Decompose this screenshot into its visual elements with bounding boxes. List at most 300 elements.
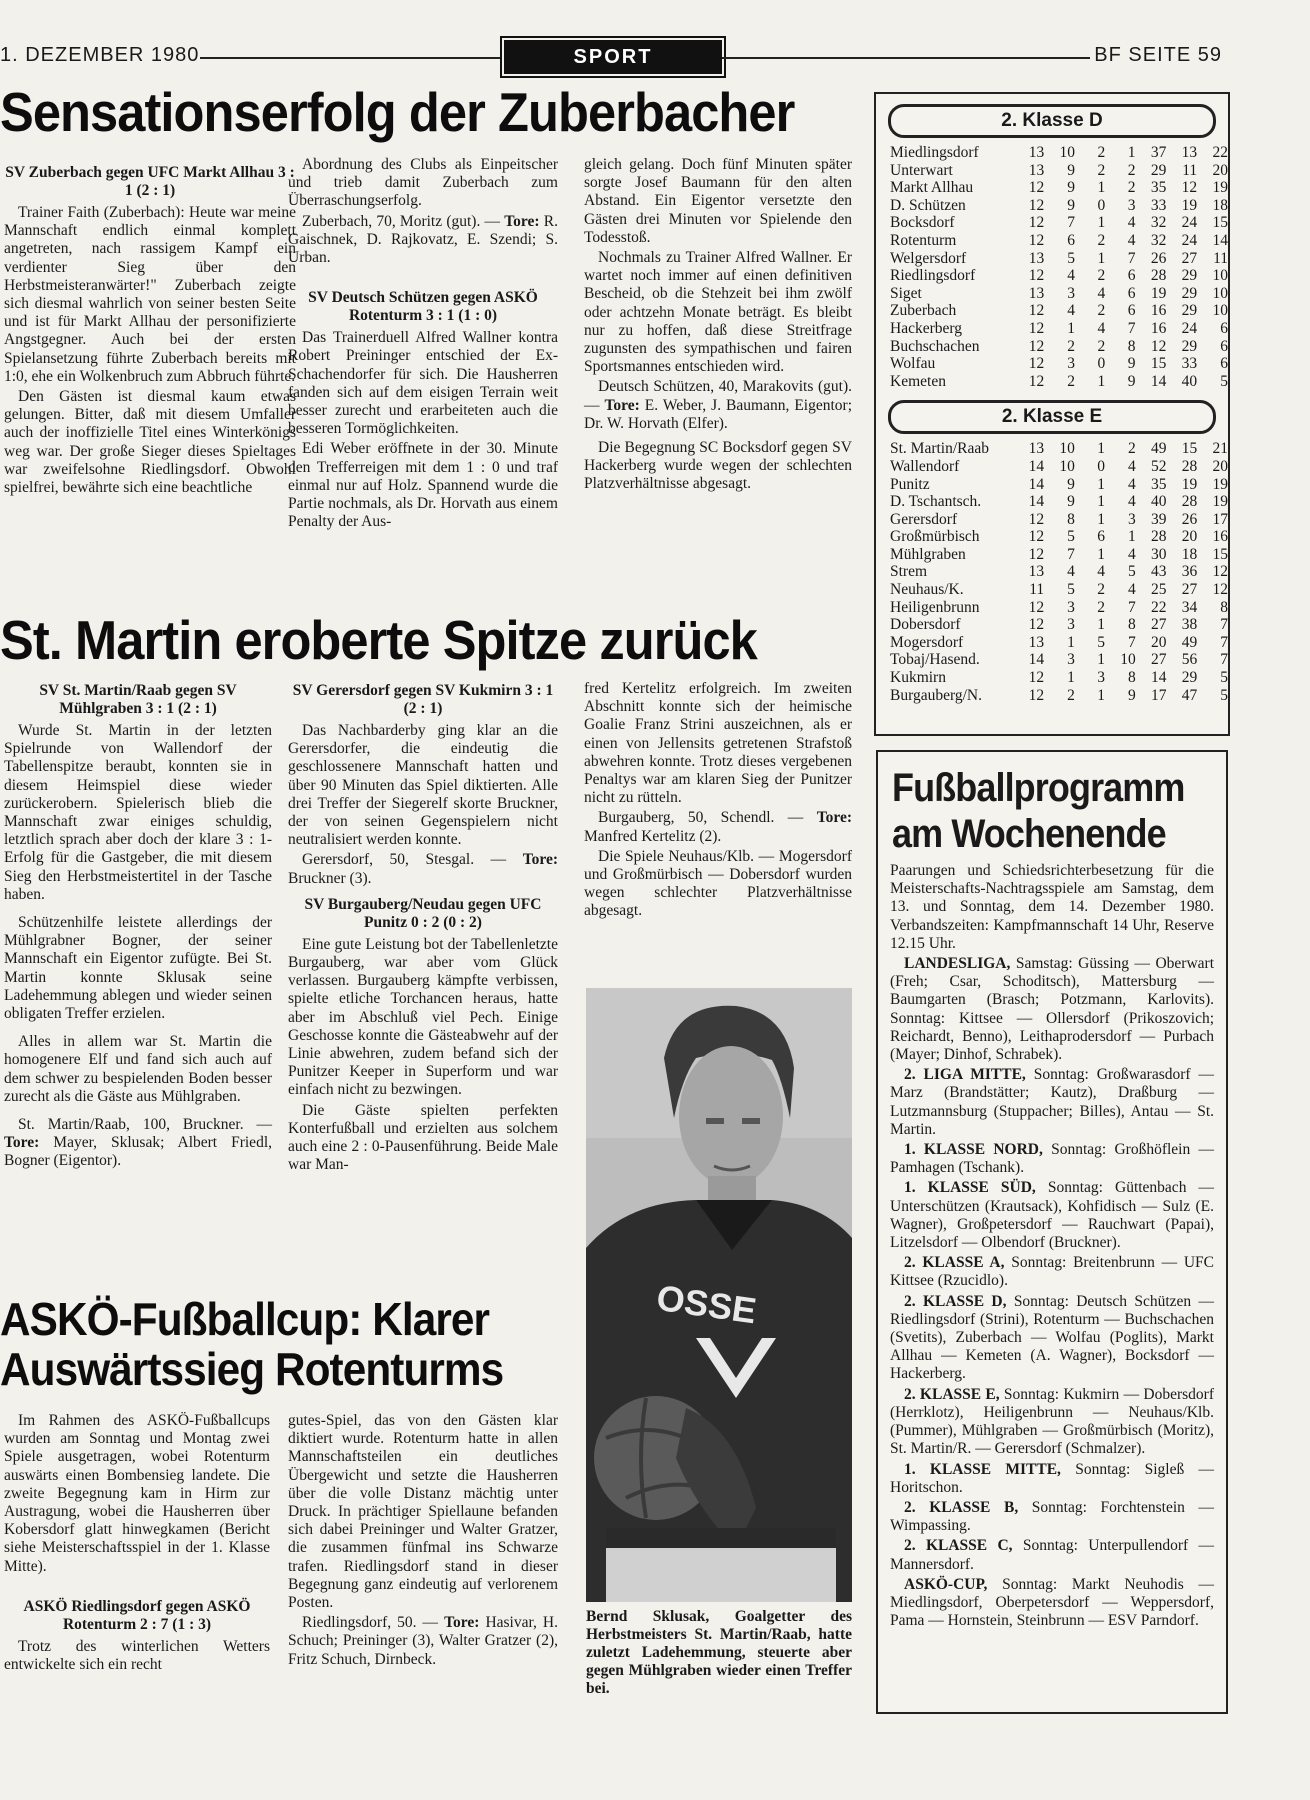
league-name: LANDESLIGA, (904, 955, 1011, 973)
standings-row (890, 634, 1228, 652)
team-name: Bocksdorf (890, 214, 955, 232)
stat-cell: 12 (1212, 563, 1228, 581)
standings-row (890, 546, 1228, 564)
stat-cell: 11 (1029, 581, 1045, 599)
team-name: Strem (890, 563, 928, 581)
stat-cell: 1 (1097, 249, 1106, 267)
stat-cell: 39 (1150, 510, 1167, 528)
stat-cell: 10 (1212, 267, 1228, 285)
stat-cell: 4 (1097, 319, 1106, 337)
fixtures-text: Sonntag: Kukmirn — Dobersdorf (Herrklotz), Heiligenbrunn — Neuhaus/Klb. (Pummer), Mühlgraben — Großmürbisch (Moritz), St. Martin/R. — Gerersdorf (Schmalzer). (890, 1385, 1215, 1458)
issue-date: 1. DEZEMBER 1980 (0, 44, 200, 66)
team-name: Hackerberg (890, 319, 963, 337)
headline-asko-cup-line2: Auswärtssieg Rotenturms (0, 1343, 504, 1395)
article-zuberbach (0, 82, 870, 142)
stat-cell: 20 (1212, 161, 1228, 179)
team-name: Wallendorf (890, 457, 960, 475)
stat-cell: 18 (1181, 545, 1198, 563)
stat-cell: 6 (1127, 267, 1136, 285)
standings-row (890, 669, 1228, 687)
stat-cell: 6 (1220, 319, 1228, 337)
stat-cell: 12 (1212, 581, 1228, 599)
stat-cell: 12 (1028, 319, 1045, 337)
stat-cell: 17 (1212, 510, 1228, 528)
stat-cell: 3 (1127, 510, 1136, 528)
team-name: D. Tschantsch. (890, 493, 982, 511)
program-entry (890, 1499, 1214, 1535)
stat-cell: 27 (1150, 651, 1167, 669)
program-entry (890, 955, 1214, 1064)
stat-cell: 4 (1127, 475, 1136, 493)
program-entry (890, 1386, 1214, 1459)
stat-cell: 12 (1028, 214, 1045, 232)
paragraph: gleich gelang. Doch fünf Minuten später sorgte Josef Baumann für den alten Abstand. Ein Eigentor versetzte den Gästen drei Minuten vor Spielende den Todesstoß. (584, 156, 852, 246)
program-entry (890, 1066, 1214, 1139)
stat-cell: 25 (1150, 581, 1167, 599)
stat-cell: 9 (1067, 179, 1075, 197)
stat-cell: 2 (1127, 179, 1136, 197)
stat-cell: 20 (1181, 528, 1198, 546)
scorers-line: Gerersdorf, 50, Stesgal. — Tore: Bruckner (3). (288, 851, 558, 887)
team-name: Mogersdorf (890, 633, 964, 651)
standings-box (874, 92, 1230, 736)
stat-cell: 1 (1067, 669, 1075, 687)
fixtures-text: Sonntag: Breitenbrunn — UFC Kittsee (Rzucidlo). (890, 1254, 1214, 1290)
header-rule-left (200, 57, 500, 59)
team-name: Siget (890, 284, 922, 302)
team-name: Punitz (890, 475, 930, 493)
standings-row (890, 197, 1228, 215)
stat-cell: 1 (1127, 528, 1136, 546)
team-name: Unterwart (890, 161, 953, 179)
article-asko-cup-col2 (288, 1412, 558, 1671)
league-name: 1. KLASSE NORD, (904, 1141, 1043, 1159)
stat-cell: 12 (1028, 179, 1045, 197)
stat-cell: 40 (1181, 372, 1198, 390)
stat-cell: 5 (1067, 581, 1075, 599)
stat-cell: 2 (1127, 440, 1136, 458)
stat-cell: 4 (1127, 231, 1136, 249)
stat-cell: 28 (1181, 493, 1198, 511)
stat-cell: 5 (1220, 669, 1228, 687)
stat-cell: 6 (1067, 231, 1075, 249)
stat-cell: 3 (1067, 651, 1075, 669)
stat-cell: 12 (1028, 598, 1045, 616)
stat-cell: 22 (1150, 598, 1167, 616)
stat-cell: 10 (1059, 457, 1075, 475)
program-title-line2: am Wochenende (892, 812, 1166, 856)
stat-cell: 28 (1150, 267, 1167, 285)
stat-cell: 29 (1181, 337, 1198, 355)
program-entry (890, 1537, 1214, 1573)
standings-row (890, 563, 1228, 581)
stat-cell: 2 (1127, 161, 1136, 179)
scorers-line: Zuberbach, 70, Moritz (gut). — Tore: R. Gaischnek, D. Rajkovatz, E. Szendi; S. Urban. (288, 212, 558, 267)
standings-row (890, 355, 1228, 373)
article-st-martin-col2 (288, 680, 558, 1176)
paragraph: Trotz des winterlichen Wetters entwickelte sich ein recht (4, 1637, 270, 1674)
stat-cell: 11 (1213, 249, 1228, 267)
league-name: ASKÖ-CUP, (904, 1575, 988, 1593)
team-name: Dobersdorf (890, 616, 961, 634)
stat-cell: 29 (1181, 284, 1198, 302)
stat-cell: 2 (1067, 337, 1075, 355)
fixtures-text: Sonntag: Deutsch Schützen — Riedlingsdorf (Strini), Rotenturm — Buchschachen (Svetits), Zuberbach — Wolfau (Poglits), Markt Allhau — Kemeten (A. Wagner), Bocksdorf — Hackerberg. (890, 1292, 1214, 1383)
stat-cell: 35 (1150, 179, 1167, 197)
article-zuberbach-col3 (584, 156, 852, 496)
team-name: Mühlgraben (890, 545, 966, 563)
stat-cell: 28 (1181, 457, 1198, 475)
stat-cell: 14 (1212, 231, 1228, 249)
standings-row (890, 616, 1228, 634)
stat-cell: 49 (1181, 633, 1198, 651)
league-name: 2. LIGA MITTE, (904, 1066, 1026, 1084)
fixtures-text: Sonntag: Markt Neuhodis — Miedlingsdorf, Oberpetersdorf — Weppersdorf, Pama — Hornstein, Steinbrunn — ESV Parndorf. (890, 1575, 1214, 1630)
stat-cell: 12 (1028, 372, 1045, 390)
article-zuberbach-col2 (288, 156, 558, 533)
stat-cell: 3 (1067, 616, 1075, 634)
match-heading: SV Zuberbach gegen UFC Markt Allhau 3 : 1 (2 : 1) (5, 164, 295, 199)
program-entry (890, 1461, 1214, 1497)
stat-cell: 29 (1181, 267, 1198, 285)
stat-cell: 2 (1097, 231, 1106, 249)
stat-cell: 4 (1127, 493, 1136, 511)
stat-cell: 1 (1097, 616, 1105, 634)
stat-cell: 17 (1150, 686, 1167, 704)
team-name: Markt Allhau (890, 179, 974, 197)
program-entry (890, 1179, 1214, 1252)
stat-cell: 7 (1127, 319, 1136, 337)
stat-cell: 13 (1181, 144, 1198, 161)
standings-row (890, 320, 1228, 338)
stat-cell: 8 (1127, 616, 1136, 634)
stat-cell: 9 (1067, 475, 1075, 493)
program-list (890, 955, 1214, 1630)
scorers-line: Riedlingsdorf, 50. — Tore: Hasivar, H. Schuch; Preininger (3), Walter Gratzer (2), Fritz Schuch, Dirnbeck. (288, 1614, 558, 1668)
program-entry (890, 1141, 1214, 1177)
stat-cell: 28 (1150, 528, 1167, 546)
standings-row (890, 581, 1228, 599)
team-name: Gerersdorf (890, 510, 958, 528)
fixtures-text: Sonntag: Großhöflein — Pamhagen (Tschank). (890, 1141, 1215, 1177)
team-name: Riedlingsdorf (890, 267, 976, 285)
stat-cell: 24 (1181, 231, 1198, 249)
team-name: Zuberbach (890, 302, 957, 320)
article-asko-cup (0, 1294, 580, 1394)
stat-cell: 29 (1181, 669, 1198, 687)
stat-cell: 12 (1150, 337, 1167, 355)
player-photo-illustration (586, 988, 852, 1602)
stat-cell: 2 (1097, 302, 1106, 320)
stat-cell: 32 (1150, 214, 1167, 232)
stat-cell: 47 (1181, 686, 1198, 704)
team-name: St. Martin/Raab (890, 440, 990, 458)
program-entry (890, 1254, 1214, 1290)
stat-cell: 37 (1150, 144, 1167, 161)
league-name: 2. KLASSE E, (904, 1385, 1000, 1403)
stat-cell: 12 (1028, 267, 1045, 285)
paragraph: Den Gästen ist diesmal kaum etwas gelungen. Bitter, daß mit diesem Umfaller auch der inoffizielle Titel eines Winterkönigs weg war. Der große Sieger dieses Spieltages war zweifelsohne Riedlingsdorf. Obwohl spielfrei, bewährte sich eine beachtliche (4, 388, 296, 497)
program-entry (890, 1293, 1214, 1384)
paragraph: Schützenhilfe leistete allerdings der Mühlgrabner Bogner, der seiner Mannschaft ein Eigentor zufügte. Bei St. Martin konnte Sklusak seine Ladehemmung ablegen und wieder seinen obligaten Treffer erzielen. (4, 914, 272, 1023)
stat-cell: 14 (1150, 669, 1167, 687)
standings-row (890, 476, 1228, 494)
stat-cell: 1 (1127, 144, 1136, 161)
match-heading: SV St. Martin/Raab gegen SV Mühlgraben 3 : 1 (2 : 1) (39, 682, 237, 717)
stat-cell: 16 (1212, 528, 1228, 546)
stat-cell: 16 (1150, 319, 1167, 337)
article-st-martin-col3 (584, 680, 852, 923)
paragraph: Abordnung des Clubs als Einpeitscher und trieb damit Zuberbach zum Überraschungserfolg. (288, 156, 558, 210)
program-body (878, 862, 1226, 1630)
stat-cell: 4 (1097, 284, 1106, 302)
stat-cell: 12 (1028, 302, 1045, 320)
stat-cell: 5 (1067, 249, 1075, 267)
stat-cell: 12 (1028, 337, 1045, 355)
stat-cell: 19 (1150, 284, 1167, 302)
stat-cell: 24 (1181, 214, 1198, 232)
paragraph: Die Spiele Neuhaus/Klb. — Mogersdorf und Großmürbisch — Dobersdorf wurden wegen schlechter Platzverhältnisse abgesagt. (584, 847, 852, 920)
fixtures-text: Sonntag: Großwarasdorf — Marz (Brandstätter; Kautz), Draßburg — Lutzmannsburg (Stuppacher; Billes), Antau — St. Martin. (890, 1066, 1214, 1138)
stat-cell: 36 (1181, 563, 1198, 581)
headline-zuberbach: Sensationserfolg der Zuberbacher (0, 81, 795, 143)
stat-cell: 27 (1181, 581, 1198, 599)
team-name: D. Schützen (890, 196, 966, 214)
stat-cell: 1 (1097, 179, 1106, 197)
stat-cell: 7 (1220, 616, 1228, 634)
standings-table-e (890, 440, 1228, 704)
standings-row (890, 162, 1228, 180)
match-heading: SV Burgauberg/Neudau gegen UFC Punitz 0 : 2 (0 : 2) (304, 895, 542, 931)
stat-cell: 10 (1059, 440, 1075, 458)
stat-cell: 12 (1028, 616, 1045, 634)
stat-cell: 43 (1150, 563, 1167, 581)
paragraph: Wurde St. Martin in der letzten Spielrunde von Wallendorf der Tabellenspitze beraubt, konnten sie in diesem Heimspiel diese wieder zurückerobern. Spielerisch blieb die Mannschaft zwar einiges schuldig, letztlich sprach aber doch der klare 3 : 1-Erfolg für die Gastgeber, die mit diesem Sieg den Herbstmeistertitel in der Tasche haben. (4, 722, 272, 903)
stat-cell: 9 (1127, 355, 1136, 373)
article-asko-cup-col1 (4, 1412, 270, 1676)
stat-cell: 2 (1097, 267, 1106, 285)
fixtures-text: Sonntag: Unterpullendorf — Mannersdorf. (890, 1537, 1214, 1573)
stat-cell: 1 (1097, 493, 1105, 511)
standings-row (890, 214, 1228, 232)
scorers-line: Burgauberg, 50, Schendl. — Tore: Manfred Kertelitz (2). (584, 809, 852, 845)
stat-cell: 56 (1181, 651, 1198, 669)
stat-cell: 10 (1212, 302, 1228, 320)
stat-cell: 4 (1127, 545, 1136, 563)
stat-cell: 8 (1067, 510, 1075, 528)
stat-cell: 3 (1067, 355, 1075, 373)
page-number: BF SEITE 59 (1094, 44, 1222, 66)
fixtures-text: Sonntag: Güttenbach — Unterschützen (Krautsack), Kohfidisch — Sulz (E. Wagner), Großpetersdorf — Rauchwart (Papai), Litzelsdorf — Olbendorf (Bruckner). (890, 1179, 1214, 1252)
standings-row (890, 285, 1228, 303)
stat-cell: 49 (1150, 440, 1167, 458)
stat-cell: 0 (1097, 355, 1106, 373)
team-name: Neuhaus/K. (890, 581, 964, 599)
stat-cell: 10 (1059, 144, 1075, 161)
fixtures-text: Samstag: Güssing — Oberwart (Freh; Csar, Schoditsch), Mattersburg — Baumgarten (Brasch; Potzmann, Karlovits). Sonntag: Kittsee — Ollersdorf (Prikoszovich; Reichardt, Benno), Leithaprodersdorf — Purbach (Mayer; Dinhof, Schrabek). (890, 955, 1214, 1064)
paragraph: Die Begegnung SC Bocksdorf gegen SV Hackerberg wurde wegen der schlechten Platzverhältnisse abgesagt. (584, 439, 852, 493)
stat-cell: 7 (1127, 633, 1136, 651)
stat-cell: 29 (1150, 161, 1167, 179)
stat-cell: 11 (1182, 161, 1198, 179)
stat-cell: 2 (1097, 581, 1105, 599)
page-header (0, 40, 1230, 74)
stat-cell: 4 (1127, 457, 1136, 475)
stat-cell: 27 (1181, 249, 1198, 267)
stat-cell: 14 (1150, 372, 1167, 390)
stat-cell: 14 (1028, 475, 1045, 493)
standings-row (890, 232, 1228, 250)
stat-cell: 6 (1127, 302, 1136, 320)
stat-cell: 1 (1097, 545, 1105, 563)
match-heading: ASKÖ Riedlingsdorf gegen ASKÖ Rotenturm 2 : 7 (1 : 3) (23, 1597, 251, 1633)
stat-cell: 29 (1181, 302, 1198, 320)
standings-row (890, 179, 1228, 197)
program-box (876, 750, 1228, 1714)
stat-cell: 9 (1067, 196, 1075, 214)
stat-cell: 3 (1097, 669, 1105, 687)
stat-cell: 12 (1181, 179, 1198, 197)
league-name: 2. KLASSE B, (904, 1498, 1019, 1516)
stat-cell: 6 (1220, 337, 1228, 355)
league-name: 2. KLASSE C, (904, 1537, 1013, 1555)
stat-cell: 4 (1097, 563, 1105, 581)
standings-row (890, 599, 1228, 617)
stat-cell: 40 (1150, 493, 1167, 511)
article-st-martin (0, 610, 870, 670)
stat-cell: 3 (1067, 598, 1075, 616)
stat-cell: 38 (1181, 616, 1198, 634)
stat-cell: 14 (1028, 457, 1045, 475)
stat-cell: 13 (1028, 633, 1045, 651)
stat-cell: 2 (1067, 372, 1075, 390)
stat-cell: 12 (1028, 669, 1045, 687)
stat-cell: 7 (1220, 633, 1228, 651)
stat-cell: 12 (1028, 528, 1045, 546)
stat-cell: 8 (1127, 669, 1136, 687)
stat-cell: 8 (1127, 337, 1136, 355)
team-name: Miedlingsdorf (890, 144, 979, 161)
team-name: Burgauberg/N. (890, 686, 982, 704)
stat-cell: 5 (1097, 633, 1105, 651)
stat-cell: 1 (1067, 319, 1075, 337)
photo-caption: Bernd Sklusak, Goalgetter des Herbstmeisters St. Martin/Raab, hatte zuletzt Ladehemmung, steuerte aber gegen Mühlgraben wieder einen Treffer bei. (586, 1608, 852, 1697)
stat-cell: 0 (1097, 457, 1105, 475)
scorers-line: Deutsch Schützen, 40, Marakovits (gut). — Tore: E. Weber, J. Baumann, Eigentor; Dr. W. Horvath (Elfer). (584, 378, 853, 432)
stat-cell: 33 (1181, 355, 1198, 373)
paragraph: Das Trainerduell Alfred Wallner kontra Robert Preininger entschied der Ex-Schachendorfer für sich. Die Hausherren fanden sich auf dem eisigen Terrain weit besser zurecht und erarbeiteten auch die besseren Tormöglichkeiten. (288, 329, 558, 438)
standings-title-d: 2. Klasse D (888, 104, 1216, 138)
league-name: 2. KLASSE A, (904, 1254, 1005, 1272)
stat-cell: 5 (1220, 686, 1228, 704)
stat-cell: 15 (1212, 214, 1228, 232)
stat-cell: 13 (1028, 284, 1045, 302)
stat-cell: 1 (1097, 440, 1105, 458)
stat-cell: 52 (1150, 457, 1167, 475)
paragraph: fred Kertelitz erfolgreich. Im zweiten Abschnitt konnte sich der heimische Goalie Franz Strini auszeichnen, als er einen von Jellensits getretenen Strafstoß abwehren konnte. Trotz dieses vergebenen Penaltys war am klaren Sieg der Punitzer nicht zu rütteln. (584, 680, 852, 807)
stat-cell: 5 (1220, 372, 1228, 390)
stat-cell: 9 (1067, 493, 1075, 511)
paragraph: Alles in allem war St. Martin die homogenere Elf und fand sich auch auf dem schwer zu bespielenden Boden besser zurecht als die Gäste aus Mühlgraben. (4, 1033, 272, 1105)
stat-cell: 1 (1097, 686, 1105, 704)
stat-cell: 0 (1097, 196, 1106, 214)
paragraph: Das Nachbarderby ging klar an die Gerersdorfer, die eindeutig die geschlossenere Mannschaft hatten und über 90 Minuten das Spiel diktierten. Alle drei Treffer der Siegerelf skorte Bruckner, der von seinen Gegenspielern nicht neutralisiert werden konnte. (288, 722, 558, 849)
standings-row (890, 528, 1228, 546)
stat-cell: 13 (1028, 563, 1045, 581)
stat-cell: 12 (1028, 545, 1045, 563)
team-name: Welgersdorf (890, 249, 967, 267)
stat-cell: 1 (1097, 510, 1105, 528)
stat-cell: 1 (1097, 651, 1105, 669)
program-title-line1: Fußballprogramm (892, 766, 1185, 810)
player-photo (586, 988, 852, 1602)
stat-cell: 2 (1097, 161, 1106, 179)
stat-cell: 32 (1150, 231, 1167, 249)
header-rule-right (722, 57, 1090, 59)
stat-cell: 2 (1097, 337, 1106, 355)
stat-cell: 1 (1097, 475, 1105, 493)
paragraph: Im Rahmen des ASKÖ-Fußballcups wurden am Sonntag und Montag zwei Spiele ausgetragen, wobei Rotenturm auswärts einen Bombensieg landete. Die zweite Begegnung kam in Hirm zur Austragung, wobei die Hausherren über Kobersdorf glatt hinwegkamen (Bericht siehe Meisterschaftsspiel in der 1. Klasse Mitte). (4, 1412, 270, 1575)
paragraph: Edi Weber eröffnete in der 30. Minute den Trefferreigen mit dem 1 : 0 und traf einmal nur auf Holz. Spannend wurde die Partie nochmals, als Dr. Horvath aus einem Penalty der Aus- (288, 440, 558, 531)
team-name: Buchschachen (890, 337, 980, 355)
stat-cell: 12 (1028, 231, 1045, 249)
stat-cell: 6 (1097, 528, 1105, 546)
paragraph: Die Gäste spielten perfekten Konterfußball und erzielten aus solchem auch eine 2 : 0-Pausenführung. Beide Male war Man- (288, 1101, 558, 1174)
stat-cell: 8 (1220, 598, 1228, 616)
stat-cell: 12 (1028, 196, 1045, 214)
league-name: 2. KLASSE D, (904, 1292, 1007, 1310)
stat-cell: 27 (1150, 616, 1167, 634)
standings-row (890, 144, 1228, 162)
stat-cell: 10 (1120, 651, 1136, 669)
standings-row (890, 440, 1228, 458)
stat-cell: 35 (1150, 475, 1167, 493)
match-heading: SV Gerersdorf gegen SV Kukmirn 3 : 1 (2 : 1) (292, 682, 554, 717)
stat-cell: 18 (1212, 196, 1228, 214)
stat-cell: 14 (1028, 651, 1045, 669)
section-label: SPORT (504, 40, 722, 74)
fixtures-text: Sonntag: Sigleß — Horitschon. (890, 1460, 1214, 1496)
stat-cell: 1 (1097, 214, 1106, 232)
stat-cell: 26 (1150, 249, 1167, 267)
stat-cell: 4 (1127, 214, 1136, 232)
stat-cell: 15 (1181, 440, 1198, 458)
stat-cell: 19 (1181, 475, 1198, 493)
team-name: Kemeten (890, 372, 946, 390)
stat-cell: 13 (1028, 440, 1045, 458)
stat-cell: 33 (1150, 196, 1167, 214)
standings-row (890, 373, 1228, 391)
paragraph: Eine gute Leistung bot der Tabellenletzte Burgauberg, war aber vom Glück verlassen. Burgauberg kämpfte verbissen, spielte etliche Torchancen heraus, hatte aber im Abschluß viel Pech. Einige Geschosse konnte die Gästeabwehr auf der Linie abwehren, zudem befand sich der Punitzer Keeper in Superform und war einfach nicht zu bezwingen. (288, 935, 558, 1099)
stat-cell: 22 (1212, 144, 1228, 161)
stat-cell: 7 (1067, 545, 1075, 563)
standings-row (890, 687, 1228, 705)
stat-cell: 12 (1028, 510, 1045, 528)
stat-cell: 4 (1127, 581, 1136, 599)
program-intro: Paarungen und Schiedsrichterbesetzung für die Meisterschafts-Nachtragsspiele am Samstag, dem 13. und Sonntag, dem 14. Dezember 1980. Verbandszeiten: Kampfmannschaft 14 Uhr, Reserve 12.15 Uhr. (890, 862, 1214, 952)
standings-row (890, 651, 1228, 669)
match-heading: SV Deutsch Schützen gegen ASKÖ Rotenturm 3 : 1 (1 : 0) (308, 289, 538, 325)
stat-cell: 4 (1067, 267, 1075, 285)
paragraph: Nochmals zu Trainer Alfred Wallner. Er wartet noch immer auf einen definitiven Bescheid, ob die Stehzeit bei ihm zwölf oder achtzehn Monate beträgt. Es bleibt nur zu hoffen, daß diese Streitfrage zugunsten des sympathischen und fairen Sportsmannes entschieden wird. (584, 249, 852, 376)
stat-cell: 19 (1212, 493, 1228, 511)
headline-asko-cup-line1: ASKÖ-Fußballcup: Klarer (0, 1293, 490, 1345)
stat-cell: 7 (1127, 249, 1136, 267)
stat-cell: 4 (1067, 563, 1075, 581)
team-name: Wolfau (890, 355, 936, 373)
team-name: Großmürbisch (890, 528, 980, 546)
stat-cell: 6 (1127, 284, 1136, 302)
